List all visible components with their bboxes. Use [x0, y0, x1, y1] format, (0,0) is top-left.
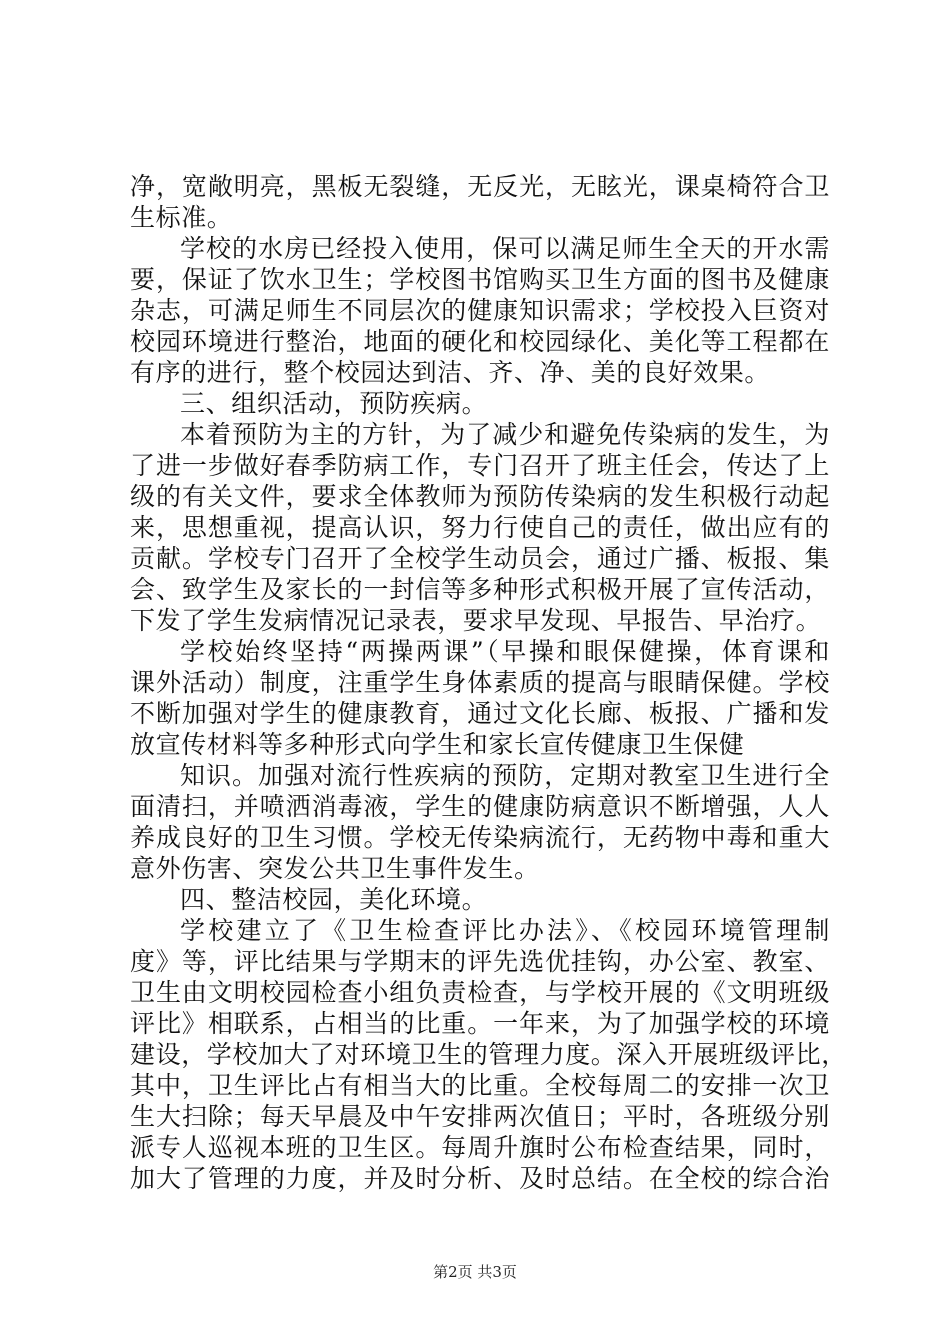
text-line: 校园环境进行整治，地面的硬化和校园绿化、美化等工程都在: [130, 327, 830, 356]
page-footer: 第2页 共3页: [433, 1263, 517, 1281]
text-line: 杂志，可满足师生不同层次的健康知识需求；学校投入巨资对: [130, 296, 830, 325]
text-line: 度》等，评比结果与学期末的评先选优挂钩，办公室、教室、: [130, 947, 830, 976]
text-line: 卫生由文明校园检查小组负责检查，与学校开展的《文明班级: [130, 978, 830, 1007]
text-line: 放宣传材料等多种形式向学生和家长宣传健康卫生保健: [130, 730, 745, 759]
text-line: 了进一步做好春季防病工作，专门召开了班主任会，传达了上: [130, 451, 830, 480]
text-line: 其中，卫生评比占有相当大的比重。全校每周二的安排一次卫: [130, 1071, 830, 1100]
text-line: 生标准。: [130, 203, 233, 232]
text-line: 不断加强对学生的健康教育，通过文化长廊、板报、广播和发: [130, 699, 830, 728]
text-line: 净，宽敞明亮，黑板无裂缝，无反光，无眩光，课桌椅符合卫: [130, 172, 830, 201]
text-line: 派专人巡视本班的卫生区。每周升旗时公布检查结果，同时，: [130, 1133, 830, 1162]
text-line: 会、致学生及家长的一封信等多种形式积极开展了宣传活动，: [130, 575, 830, 604]
text-line: 有序的进行，整个校园达到洁、齐、净、美的良好效果。: [130, 358, 771, 387]
text-line: 本着预防为主的方针，为了减少和避免传染病的发生，为: [180, 420, 830, 449]
section-heading: 四、整洁校园，美化环境。: [180, 885, 488, 914]
text-line: 建设，学校加大了对环境卫生的管理力度。深入开展班级评比，: [130, 1040, 847, 1069]
text-line: 知识。加强对流行性疾病的预防，定期对教室卫生进行全: [180, 761, 830, 790]
text-line: 面清扫，并喷洒消毒液，学生的健康防病意识不断增强，人人: [130, 792, 830, 821]
text-line: 级的有关文件，要求全体教师为预防传染病的发生积极行动起: [130, 482, 830, 511]
text-line: 要，保证了饮水卫生；学校图书馆购买卫生方面的图书及健康: [130, 265, 830, 294]
text-line: 下发了学生发病情况记录表，要求早发现、早报告、早治疗。: [130, 606, 822, 635]
section-heading: 三、组织活动，预防疾病。: [180, 389, 488, 418]
text-line: 生大扫除；每天早晨及中午安排两次值日；平时，各班级分别: [130, 1102, 830, 1131]
text-line: 课外活动）制度，注重学生身体素质的提高与眼睛保健。学校: [130, 668, 830, 697]
text-line: 评比》相联系，占相当的比重。一年来，为了加强学校的环境: [130, 1009, 830, 1038]
text-line: 学校的水房已经投入使用，保可以满足师生全天的开水需: [180, 234, 830, 263]
text-line: 加大了管理的力度，并及时分析、及时总结。在全校的综合治: [130, 1164, 830, 1193]
text-line: 学校始终坚持“两操两课”（早操和眼保健操，体育课和: [180, 637, 830, 666]
text-line: 贡献。学校专门召开了全校学生动员会，通过广播、板报、集: [130, 544, 830, 573]
text-line: 养成良好的卫生习惯。学校无传染病流行，无药物中毒和重大: [130, 823, 830, 852]
text-line: 来，思想重视，提高认识，努力行使自己的责任，做出应有的: [130, 513, 830, 542]
text-line: 学校建立了《卫生检查评比办法》、《校园环境管理制: [180, 916, 830, 945]
text-line: 意外伤害、突发公共卫生事件发生。: [130, 854, 540, 883]
